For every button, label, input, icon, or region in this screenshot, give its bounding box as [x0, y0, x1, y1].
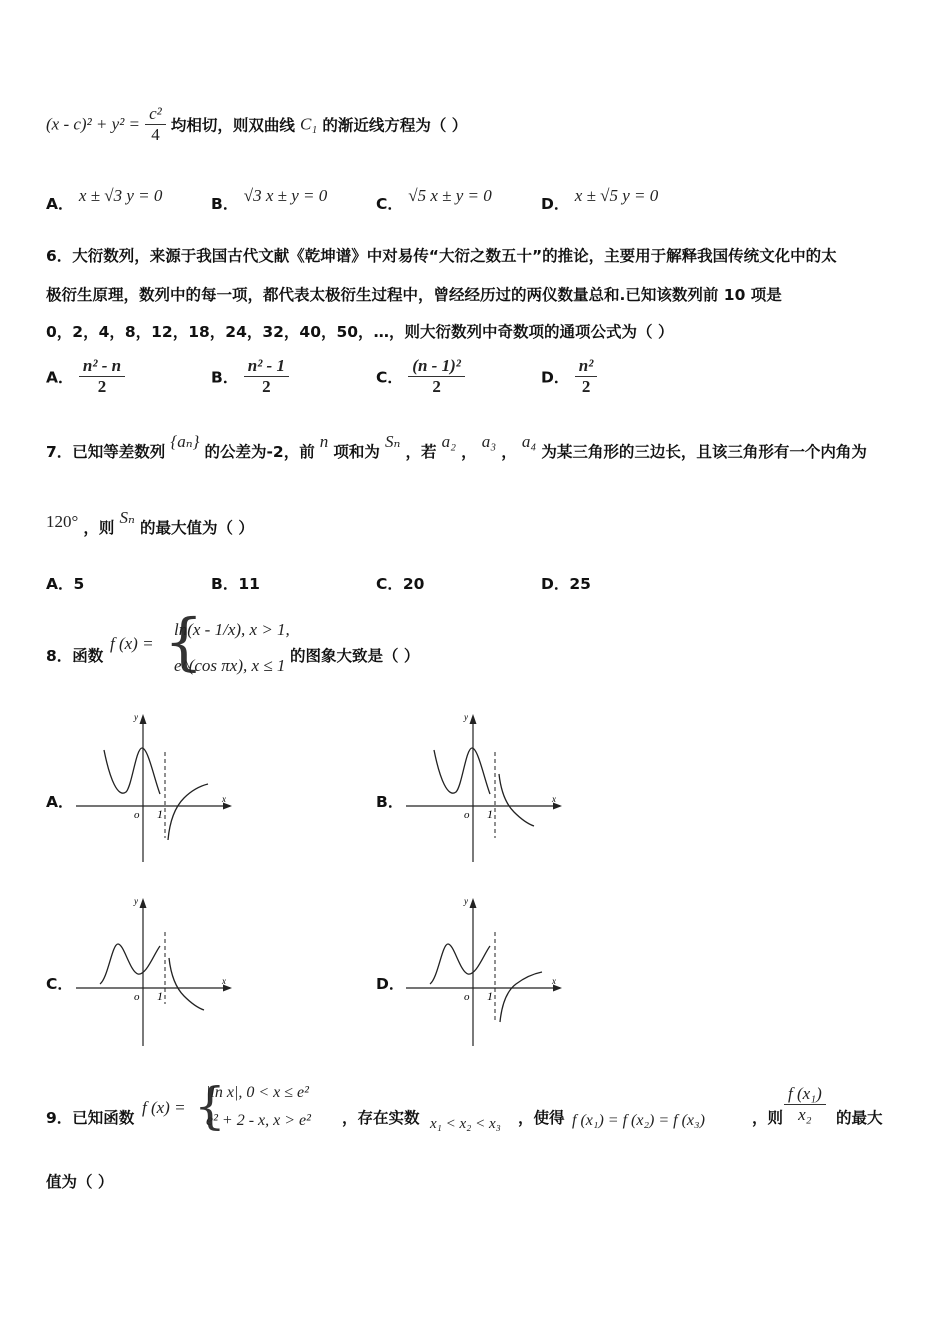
- q5-option-b-expr: √3 x ± y = 0: [243, 186, 328, 205]
- y-arrow-icon: [140, 898, 147, 908]
- q9-fraction: [784, 1084, 826, 1125]
- q5-text: 均相切，则双曲线: [170, 116, 295, 135]
- curve-left: [430, 944, 490, 984]
- q5-option-d-expr: x ± √5 y = 0: [574, 186, 659, 205]
- q8-case1: ln(x - 1/x), x > 1,: [174, 620, 290, 639]
- q7-text1: 7．已知等差数列: [46, 443, 166, 461]
- q9-text4: ，则: [752, 1109, 784, 1127]
- q6-option-b-num: n² - 1: [244, 356, 289, 377]
- q5-option-d-label: D．: [541, 195, 570, 213]
- q7-text3: 项和为: [333, 443, 380, 461]
- y-axis-label: y: [464, 896, 468, 906]
- q7-text7: 的最大值为（ ）: [140, 519, 254, 537]
- q6-option-c-den: 2: [432, 377, 441, 396]
- q7-option-c-label: C．: [376, 575, 403, 593]
- q5-option-d[interactable]: [541, 186, 659, 214]
- curve-left: [104, 748, 160, 794]
- x-axis-label: x: [222, 794, 226, 804]
- q9-text2: ，存在实数: [342, 1109, 420, 1127]
- q7-option-b-value: 11: [238, 575, 260, 593]
- q7-line2: [46, 508, 254, 538]
- curve-left: [434, 748, 490, 794]
- curve-right: [499, 774, 534, 826]
- q7-option-b[interactable]: [211, 572, 260, 594]
- q7-option-b-label: B．: [211, 575, 239, 593]
- q6-option-d-den: 2: [581, 377, 591, 396]
- q7-sep2: ，: [501, 443, 517, 461]
- q7-line1: [46, 432, 867, 462]
- q9-text6: 值为（ ）: [46, 1173, 114, 1191]
- q5-fraction-den: 4: [151, 125, 160, 144]
- q7-a3: a₃: [481, 432, 497, 451]
- x-axis-label: x: [222, 976, 226, 986]
- q8-case2: e^(cos πx), x ≤ 1: [174, 656, 286, 675]
- q5-option-c-expr: √5 x ± y = 0: [408, 186, 492, 205]
- q6-option-d-label: D．: [541, 368, 570, 387]
- q7-option-c-value: 20: [402, 575, 425, 593]
- q7-a2: a₂: [441, 432, 457, 451]
- q7-sn: Sₙ: [385, 432, 401, 451]
- q6-option-a-frac: [79, 356, 125, 397]
- q5-option-b-label: B．: [211, 195, 239, 213]
- q7-a4: a₄: [521, 432, 537, 451]
- y-arrow-icon: [470, 714, 477, 724]
- q7-seq: {aₙ}: [170, 432, 200, 451]
- q7-option-a-label: A．: [46, 575, 74, 593]
- q8-fx: f (x) =: [110, 634, 154, 653]
- origin-label: o: [464, 991, 470, 1003]
- q6-line3: 0，2，4，8，12，18，24，32，40，50，…，则大衍数列中奇数项的通项公式为（ ）: [46, 323, 674, 341]
- q6-option-c-label: C．: [376, 368, 403, 387]
- q6-line1: 6．大衍数列，来源于我国古代文献《乾坤谱》中对易传“大衍之数五十”的推论，主要用于解释我国传统文化中的太: [46, 247, 837, 265]
- q7-option-a[interactable]: [46, 572, 84, 594]
- q7-sn2: Sₙ: [119, 508, 135, 527]
- q7-option-a-value: 5: [73, 575, 85, 593]
- q7-text6: ，则: [83, 519, 115, 537]
- origin-label: o: [464, 809, 470, 821]
- q7-option-d-label: D．: [541, 575, 570, 593]
- y-axis-label: y: [134, 896, 138, 906]
- q9-text3: ，使得: [518, 1109, 565, 1127]
- q6-option-d-frac: [575, 356, 598, 397]
- q5-option-a-label: A．: [46, 195, 74, 213]
- q6-option-a-num: n² - n: [79, 356, 125, 377]
- q8-graph-c-label[interactable]: C．: [46, 975, 73, 993]
- tick-label: 1: [487, 807, 493, 821]
- q7-text4: ，若: [405, 443, 437, 461]
- y-axis-label: y: [464, 712, 468, 722]
- q5-fraction-num: c²: [145, 104, 166, 125]
- y-arrow-icon: [140, 714, 147, 724]
- q5-option-c[interactable]: [376, 186, 492, 214]
- q8-graph-a[interactable]: [72, 708, 242, 864]
- tick-label: 1: [157, 989, 163, 1003]
- q7-n: n: [319, 432, 329, 451]
- q5-option-a[interactable]: [46, 186, 163, 214]
- q6-option-c-frac: [408, 356, 465, 397]
- q6-option-b-label: B．: [211, 368, 239, 387]
- q6-option-c-num: (n - 1)²: [408, 356, 465, 377]
- q8-graph-b-label[interactable]: B．: [376, 793, 404, 811]
- q8-brace: {: [164, 605, 204, 678]
- q9-ineq: x₁ < x₂ < x₃: [430, 1116, 501, 1132]
- x-axis-label: x: [552, 976, 556, 986]
- q9-fx: f (x) =: [142, 1098, 186, 1117]
- origin-label: o: [134, 809, 140, 821]
- q5-circle-equation: (x - c)² + y² =: [46, 114, 141, 134]
- q9-brace: {: [194, 1077, 226, 1135]
- q6-option-a-den: 2: [97, 377, 107, 396]
- x-axis-label: x: [552, 794, 556, 804]
- y-arrow-icon: [470, 898, 477, 908]
- q7-option-d[interactable]: [541, 572, 591, 594]
- q6-option-b[interactable]: [211, 356, 289, 397]
- q8-graph-d-label[interactable]: D．: [376, 975, 405, 993]
- q6-option-a[interactable]: [46, 356, 125, 397]
- curve-left: [100, 944, 160, 984]
- q5-option-c-label: C．: [376, 195, 403, 213]
- tick-label: 1: [157, 807, 163, 821]
- curve-right: [168, 784, 208, 840]
- q9-text1: 9．已知函数: [46, 1109, 135, 1127]
- q6-option-b-den: 2: [262, 377, 271, 396]
- q8-graph-d[interactable]: [402, 892, 572, 1048]
- q6-option-d-num: n²: [575, 356, 598, 377]
- q6-option-a-label: A．: [46, 368, 74, 387]
- y-axis-label: y: [134, 712, 138, 722]
- q9-case1: |ln x|, 0 < x ≤ e²: [206, 1084, 309, 1101]
- q9-case2: e² + 2 - x, x > e²: [206, 1112, 311, 1129]
- q6-option-b-frac: [244, 356, 289, 397]
- q5-option-b[interactable]: [211, 186, 328, 214]
- q7-sep1: ，: [461, 443, 477, 461]
- q8-text2: 的图象大致是（ ）: [290, 647, 420, 665]
- curve-right: [169, 958, 204, 1010]
- q5-circle-line: [46, 104, 467, 145]
- tick-label: 1: [487, 989, 493, 1003]
- q9-text5: 的最大: [836, 1109, 883, 1127]
- q9-fraction-num: f (x₁): [784, 1084, 826, 1105]
- q8-graph-c[interactable]: [72, 892, 242, 1048]
- q8-graph-b[interactable]: [402, 708, 572, 864]
- q6-line2: 极衍生原理，数列中的每一项，都代表太极衍生过程中，曾经经历过的两仪数量总和.已知该数列前 10 项是: [46, 286, 782, 304]
- q5-c1: C₁: [299, 114, 318, 134]
- q7-option-c[interactable]: [376, 572, 424, 594]
- q8-graph-a-label[interactable]: A．: [46, 793, 74, 811]
- q6-option-d[interactable]: [541, 356, 597, 397]
- q9-stem: [46, 1077, 926, 1142]
- q7-text5: 为某三角形的三边长，且该三角形有一个内角为: [541, 443, 867, 461]
- q5-fraction: [145, 104, 166, 145]
- q5-option-a-expr: x ± √3 y = 0: [78, 186, 163, 205]
- q6-option-c[interactable]: [376, 356, 465, 397]
- q7-option-d-value: 25: [569, 575, 591, 593]
- origin-label: o: [134, 991, 140, 1003]
- q9-fraction-den: x₂: [798, 1105, 812, 1124]
- q8-text1: 8．函数: [46, 647, 104, 665]
- q9-eq: f (x₁) = f (x₂) = f (x₃): [572, 1112, 705, 1129]
- curve-right: [500, 972, 542, 1022]
- q7-angle: 120°: [46, 512, 79, 531]
- q7-text2: 的公差为-2，前: [204, 443, 315, 461]
- q5-text2: 的渐近线方程为（ ）: [322, 116, 468, 135]
